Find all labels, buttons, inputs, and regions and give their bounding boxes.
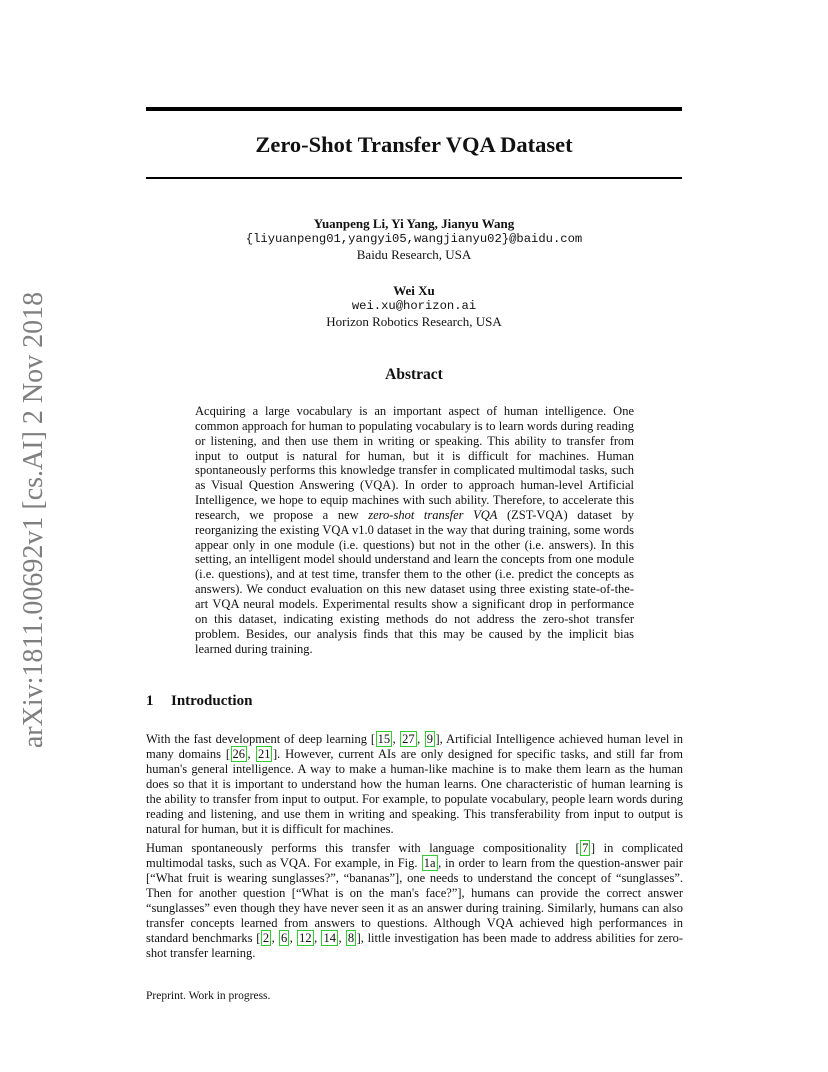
author-names: Wei Xu (393, 283, 435, 298)
figure-reference-link[interactable]: 1a (423, 855, 436, 870)
citation-link[interactable]: 7 (582, 841, 589, 855)
author-affiliation: Horizon Robotics Research, USA (326, 314, 502, 329)
citation-link[interactable]: 21 (257, 746, 271, 761)
abstract-emphasis: zero-shot transfer VQA (368, 507, 498, 522)
paragraph-text: ]. However, current AIs are only designed for specific tasks, and still far from human's general intelligence. A way to make a human-like machine is to make them learn as the human does so that it is important to understand how the human learns. One characteristic of human learning is the ability to transfer from input to output. For example, to populate vocabulary, people learn words during reading and listening, and use them in writing and speaking. This transferability from input to output is natural for human, but it is difficult for machines. (146, 746, 683, 836)
abstract-heading: Abstract (385, 366, 443, 383)
paragraph-text: , (338, 930, 346, 945)
author-email: wei.xu@horizon.ai (351, 298, 477, 313)
abstract-text: (ZST-VQA) dataset by reorganizing the existing VQA v1.0 dataset in the way that during training, some words appear only in one module (i.e. questions) but not in the other (i.e. answers). In this setting, an intelligent model should understand and learn the concepts from one module (i.e. questions), and at test time, transfer them to the other (i.e. predict the concepts as answers). We conduct evaluation on this new dataset using three existing state-of-the-art VQA neural models. Experimental results show a significant drop in performance on this dataset, indicating existing methods do not address the zero-shot transfer problem. Besides, our analysis finds that this may be caused by the implicit bias learned during training. (195, 507, 634, 656)
paragraph-text: ], little investigation has been made to address abilities for zero-shot transfer learning. (146, 930, 684, 960)
paragraph-text: , (314, 930, 321, 945)
paragraph-text: , (271, 930, 279, 945)
arxiv-identifier-stamp: arXiv:1811.00692v1 [cs.AI] 2 Nov 2018 (18, 291, 49, 749)
paragraph-text: Human spontaneously performs this transfer with language compositionality [ (146, 841, 580, 855)
paragraph-text: ], Artificial Intelligence achieved human level in many domains [ (146, 732, 684, 761)
abstract-body (195, 404, 634, 656)
citation-link[interactable]: 2 (262, 930, 270, 945)
citation-link[interactable]: 27 (402, 732, 415, 746)
preprint-footer-note: Preprint. Work in progress. (146, 990, 271, 1002)
paper-title: Zero-Shot Transfer VQA Dataset (255, 132, 573, 157)
paragraph-text: ] in complicated multimodal tasks, such as VQA. For example, in Fig. (146, 841, 683, 870)
abstract-text: Acquiring a large vocabulary is an important aspect of human intelligence. One common approach for human to populating vocabulary is to learn words during reading or listening, and then use them in writing or speaking. This ability to transfer from input to output is natural for human, but it is difficult for machines. Human spontaneously performs this knowledge transfer in complicated multimodal tasks, such as Visual Question Answering (VQA). In order to approach human-level Artificial Intelligence, we hope to equip machines with such ability. Therefore, to accelerate this research, we propose a new (195, 404, 634, 522)
title-top-rule (146, 107, 682, 111)
author-block-2 (146, 283, 682, 330)
author-block-1 (146, 216, 682, 263)
citation-link[interactable]: 26 (232, 746, 245, 761)
section-number: 1 (146, 693, 154, 709)
paragraph-text: , (392, 732, 400, 746)
section-title: Introduction (171, 693, 253, 709)
citation-link[interactable]: 9 (426, 732, 433, 746)
author-names: Yuanpeng Li, Yi Yang, Jianyu Wang (313, 216, 515, 231)
section-heading (146, 693, 252, 710)
paragraph-text: With the fast development of deep learning [ (146, 732, 376, 746)
citation-link[interactable]: 12 (299, 930, 312, 945)
paragraph-text: , in order to learn from the question-answer pair [“What fruit is wearing sunglasses?”, “bananas”], one needs to understand the concept of “sunglasses”. Then for another question [“What is on the man's face?”], humans can provide the correct answer “sunglasses” even though they have never seen it as an answer during training. Similarly, humans can also transfer concepts learned from answers to questions. Although VQA achieved high performances in standard benchmarks [ (146, 855, 684, 945)
citation-link[interactable]: 15 (377, 732, 391, 746)
citation-link[interactable]: 6 (280, 930, 288, 945)
paragraph-text: , (247, 746, 256, 761)
intro-paragraph-1 (146, 732, 683, 837)
title-bottom-rule (146, 177, 682, 179)
author-affiliation: Baidu Research, USA (356, 247, 472, 262)
citation-link[interactable]: 8 (347, 930, 355, 945)
intro-paragraph-2 (146, 841, 683, 961)
author-email: {liyuanpeng01,yangyi05,wangjianyu02}@baidu.com (245, 231, 583, 246)
paragraph-text: , (289, 930, 297, 945)
paragraph-text: , (417, 732, 425, 746)
citation-link[interactable]: 14 (323, 930, 336, 945)
